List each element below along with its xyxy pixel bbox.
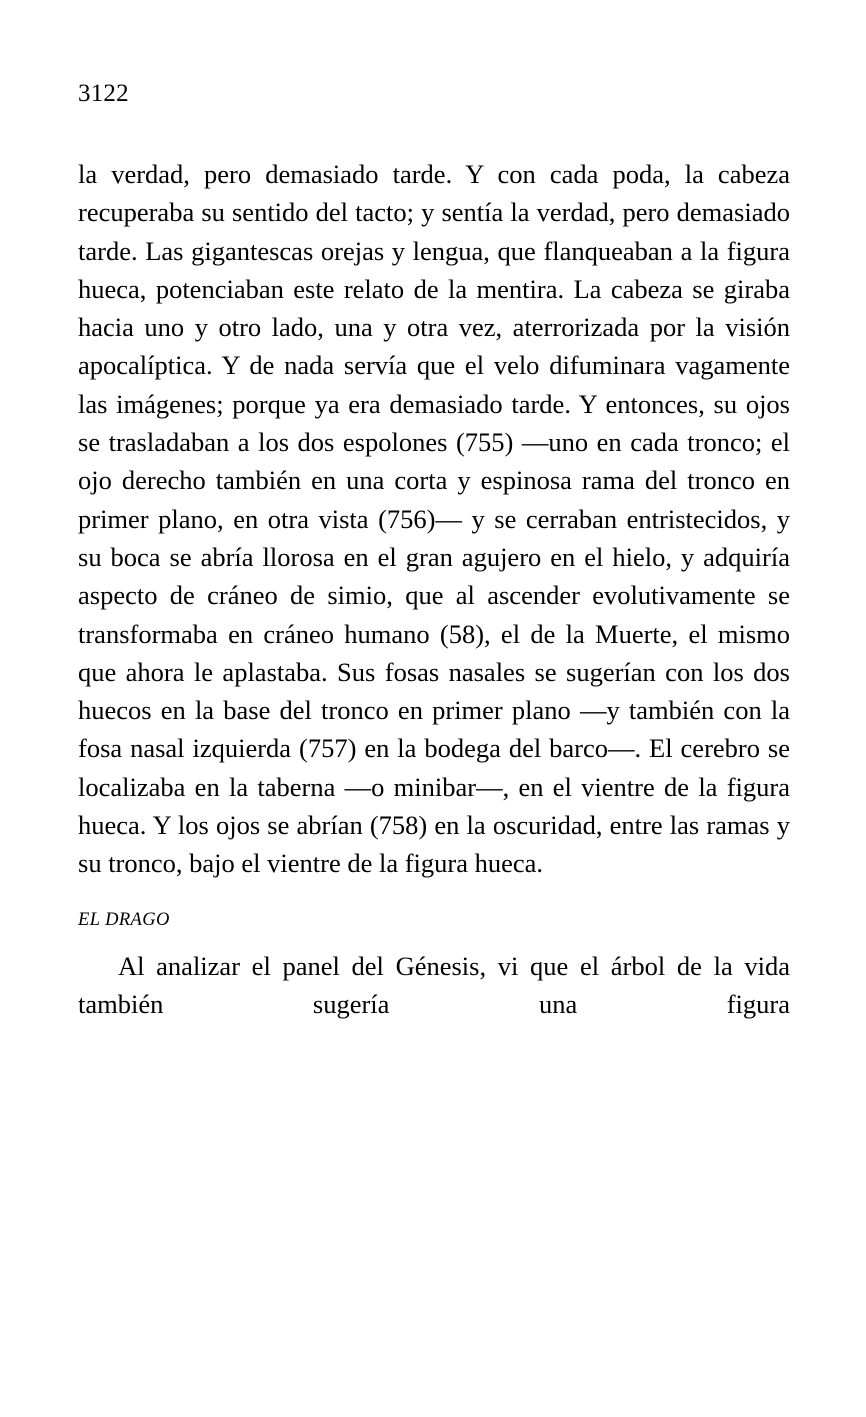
body-paragraph-continuation: la verdad, pero demasiado tarde. Y con cada poda, la cabeza recuperaba su sentido del tacto; y sentía la verdad, pero demasiado tarde. Las gigantescas orejas y lengua, que flanqueaban a la figura hueca, potenciaban este relato de la mentira. La cabeza se giraba hacia uno y otro lado, una y otra vez, aterrorizada por la visión apocalíptica. Y de nada servía que el velo difuminara vagamente las imágenes; porque ya era demasiado tarde. Y entonces, su ojos se trasladaban a los dos espolones (755) —uno en cada tronco; el ojo derecho también en una corta y espinosa rama del tronco en primer plano, en otra vista (756)— y se cerraban entristecidos, y su boca se abría llorosa en el gran agujero en el hielo, y adquiría aspecto de cráneo de simio, que al ascender evolutivamente se transformaba en cráneo humano (58), el de la Muerte, el mismo que ahora le aplastaba. Sus fosas nasales se sugerían con los dos huecos en la base del tronco en primer plano —y también con la fosa nasal izquierda (757) en la bodega del barco—. El cerebro se localizaba en la taberna —o minibar—, en el vientre de la figura hueca. Y los ojos se abrían (758) en la oscuridad, entre las ramas y su tronco, bajo el vientre de la figura hueca.	[78, 159, 790, 879]
section-paragraph-el-drago: Al analizar el panel del Génesis, vi que el árbol de la vida también sugería una figura	[78, 950, 790, 1019]
page-content	[78, 155, 790, 1062]
page-number: 3122	[78, 80, 129, 107]
section-heading-el-drago: EL DRAGO	[78, 909, 170, 930]
